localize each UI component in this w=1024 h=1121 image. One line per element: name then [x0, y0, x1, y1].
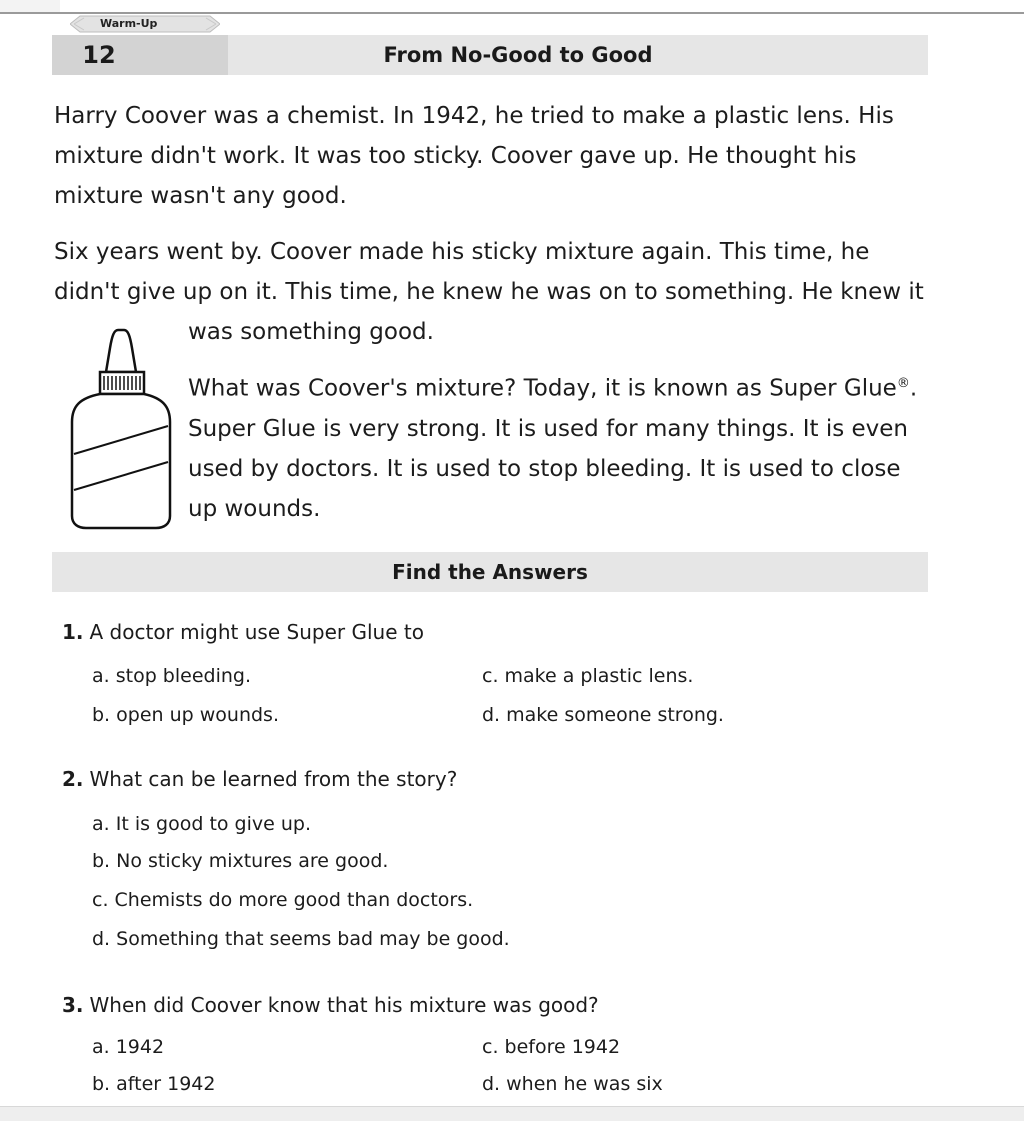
- warmup-label: Warm-Up: [100, 17, 158, 30]
- q1-option-a: a. stop bleeding.: [92, 665, 251, 687]
- question-2: [62, 767, 457, 791]
- answers-heading-band: [52, 552, 928, 592]
- q1-option-d: d. make someone strong.: [482, 704, 724, 726]
- question-3: [62, 993, 599, 1017]
- question-number: 2.: [62, 767, 84, 791]
- header-band: [52, 35, 928, 75]
- page-title: [228, 35, 928, 75]
- story-p3-part2: . Super Glue is very strong. It is used for many things. It is even used by doctors. It is used to stop bleeding. It is used to close up wounds.: [188, 375, 918, 522]
- q3-option-c: c. before 1942: [482, 1036, 621, 1058]
- page-title-text: From No-Good to Good: [383, 43, 653, 67]
- story-paragraph-3: [188, 364, 933, 529]
- story-paragraph-2: Six years went by. Coover made his sticky mixture again. This time, he didn't give up on it. This time, he knew he was on to something. He knew it: [54, 239, 924, 305]
- lesson-number-box: [52, 35, 228, 75]
- q3-option-a: a. 1942: [92, 1036, 165, 1058]
- q3-option-b: b. after 1942: [92, 1073, 216, 1095]
- question-1: [62, 620, 424, 644]
- q2-option-a: a. It is good to give up.: [92, 813, 312, 835]
- page-bottom-edge: [0, 1106, 1024, 1121]
- q2-option-b: b. No sticky mixtures are good.: [92, 850, 389, 872]
- page-top-edge: [0, 0, 60, 12]
- question-text: A doctor might use Super Glue to: [89, 620, 424, 644]
- story-paragraph-1: Harry Coover was a chemist. In 1942, he tried to make a plastic lens. His mixture didn't work. It was too sticky. Coover gave up. He thought his mixture wasn't any good.: [54, 103, 894, 209]
- question-text: When did Coover know that his mixture was good?: [89, 993, 599, 1017]
- story-paragraph-2-end: was something good.: [188, 319, 434, 345]
- warmup-tab: [70, 14, 220, 34]
- q1-option-b: b. open up wounds.: [92, 704, 279, 726]
- question-number: 3.: [62, 993, 84, 1017]
- q2-option-d: d. Something that seems bad may be good.: [92, 928, 510, 950]
- q3-option-d: d. when he was six: [482, 1073, 663, 1095]
- story-p3-part1: What was Coover's mixture? Today, it is known as Super Glue: [188, 375, 897, 402]
- glue-bottle-icon: [66, 326, 176, 532]
- answers-heading: Find the Answers: [392, 560, 588, 584]
- question-text: What can be learned from the story?: [89, 767, 458, 791]
- q2-option-c: c. Chemists do more good than doctors.: [92, 889, 474, 911]
- q1-option-c: c. make a plastic lens.: [482, 665, 694, 687]
- question-number: 1.: [62, 620, 84, 644]
- registered-mark: ®: [896, 376, 910, 391]
- lesson-number: 12: [82, 41, 116, 69]
